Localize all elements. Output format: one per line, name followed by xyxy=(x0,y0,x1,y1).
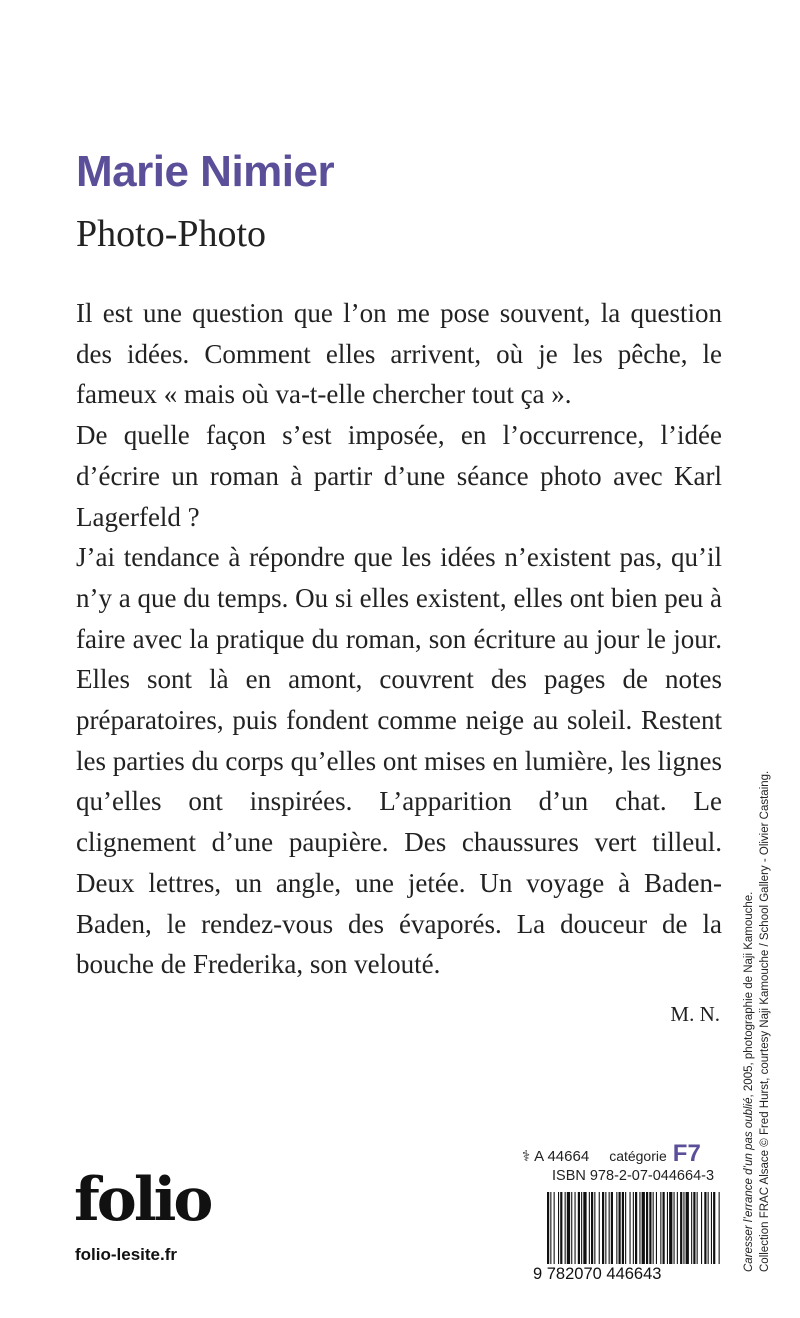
barcode-bar xyxy=(680,1192,682,1264)
barcode-bar xyxy=(633,1192,634,1264)
barcode-bar xyxy=(599,1192,600,1264)
artwork-title: Caresser l’errance d’un pas oublié xyxy=(743,1097,755,1272)
barcode-bar xyxy=(589,1192,590,1264)
barcode-bar xyxy=(719,1192,720,1264)
barcode-bar xyxy=(708,1192,709,1264)
barcode-bar xyxy=(663,1192,665,1264)
barcode-bar xyxy=(609,1192,610,1264)
publisher-website[interactable]: folio-lesite.fr xyxy=(75,1245,178,1264)
folio-logo: folio xyxy=(74,1165,211,1235)
product-code-row xyxy=(522,1140,722,1168)
barcode-bar xyxy=(686,1192,689,1264)
barcode-bar xyxy=(571,1192,572,1264)
barcode-bar xyxy=(691,1192,692,1264)
barcode-bar xyxy=(594,1192,595,1264)
book-title: Photo-Photo xyxy=(76,213,267,255)
barcode-bar xyxy=(578,1192,580,1264)
barcode-bar xyxy=(550,1192,551,1264)
credit-line-1 xyxy=(741,732,757,1272)
barcode-bar xyxy=(660,1192,661,1264)
barcode-bar xyxy=(683,1192,684,1264)
barcode-bar xyxy=(656,1192,657,1264)
barcode-bar xyxy=(554,1192,555,1264)
barcode-bar xyxy=(605,1192,606,1264)
credit-line-2: Collection FRAC Alsace © Fred Hurst, courtesy Naji Kamouche / School Gallery - Olivier Castaing. xyxy=(759,770,771,1272)
barcode-digits: 9 782070 446643 xyxy=(533,1265,662,1282)
barcode-bar xyxy=(639,1192,640,1264)
cover-credit xyxy=(741,732,773,1272)
barcode-bar xyxy=(697,1192,698,1264)
barcode xyxy=(533,1192,723,1282)
barcode-bar xyxy=(611,1192,613,1264)
barcode-bar xyxy=(616,1192,617,1264)
barcode-bar xyxy=(565,1192,566,1264)
barcode-bar xyxy=(646,1192,648,1264)
folio-arms-icon: ⚕ xyxy=(522,1148,531,1165)
barcode-bar xyxy=(591,1192,593,1264)
isbn: ISBN 978-2-07-044664-3 xyxy=(552,1168,715,1184)
barcode-bar xyxy=(677,1192,678,1264)
barcode-bar xyxy=(674,1192,675,1264)
author-signature: M. N. xyxy=(670,1002,720,1026)
barcode-bar xyxy=(622,1192,624,1264)
category-code: F7 xyxy=(672,1140,701,1167)
barcode-bar xyxy=(713,1192,715,1264)
barcode-bar xyxy=(667,1192,668,1264)
barcode-bar xyxy=(558,1192,559,1264)
barcode-bars xyxy=(547,1192,720,1264)
barcode-bar xyxy=(583,1192,586,1264)
barcode-bar xyxy=(567,1192,570,1264)
blurb-paragraph-3: J’ai tendance à répondre que les idées n’existent pas, qu’il n’y a que du temps. Ou si elles existent, elles ont bien peu à faire avec la pratique du roman, son écriture au jour le jour. Elles sont là en amont, couvrent des pages de notes préparatoires, puis fondent comme neige au soleil. Restent les parties du corps qu’elles ont mises en lumière, les lignes qu’elles ont inspirées. L’apparition d’un chat. Le clignement d’une paupière. Des chaussures vert tilleul. Deux lettres, un angle, une jetée. Un voyage à Baden-Baden, le rendez-vous des évaporés. La douceur de la bouche de Frederika, son velouté. xyxy=(76,542,722,980)
barcode-bar xyxy=(560,1192,562,1264)
barcode-bar xyxy=(602,1192,604,1264)
barcode-bar xyxy=(649,1192,651,1264)
barcode-bar xyxy=(625,1192,626,1264)
credit-line-1-rest: , 2005, photographie de Naji Kamouche. xyxy=(743,891,755,1098)
barcode-bar xyxy=(704,1192,706,1264)
barcode-bar xyxy=(653,1192,654,1264)
barcode-bar xyxy=(693,1192,695,1264)
blurb-paragraph-1: Il est une question que l’on me pose souvent, la question des idées. Comment elles arrivent, où je les pêche, le fameux « mais où va-t-elle chercher tout ça ». xyxy=(76,298,722,410)
author-name: Marie Nimier xyxy=(76,147,335,196)
barcode-bar xyxy=(669,1192,672,1264)
blurb-text xyxy=(76,293,722,985)
barcode-bar xyxy=(711,1192,712,1264)
barcode-bar xyxy=(547,1192,549,1264)
category-label: catégorie xyxy=(609,1148,667,1164)
barcode-bar xyxy=(619,1192,621,1264)
barcode-bar xyxy=(701,1192,702,1264)
barcode-bar xyxy=(581,1192,582,1264)
barcode-bar xyxy=(642,1192,645,1264)
barcode-bar xyxy=(575,1192,576,1264)
barcode-bar xyxy=(630,1192,631,1264)
product-code: A 44664 xyxy=(534,1148,590,1165)
barcode-bar xyxy=(635,1192,637,1264)
blurb-paragraph-2: De quelle façon s’est imposée, en l’occurrence, l’idée d’écrire un roman à partir d’une séance photo avec Karl Lagerfeld ? xyxy=(76,420,722,532)
